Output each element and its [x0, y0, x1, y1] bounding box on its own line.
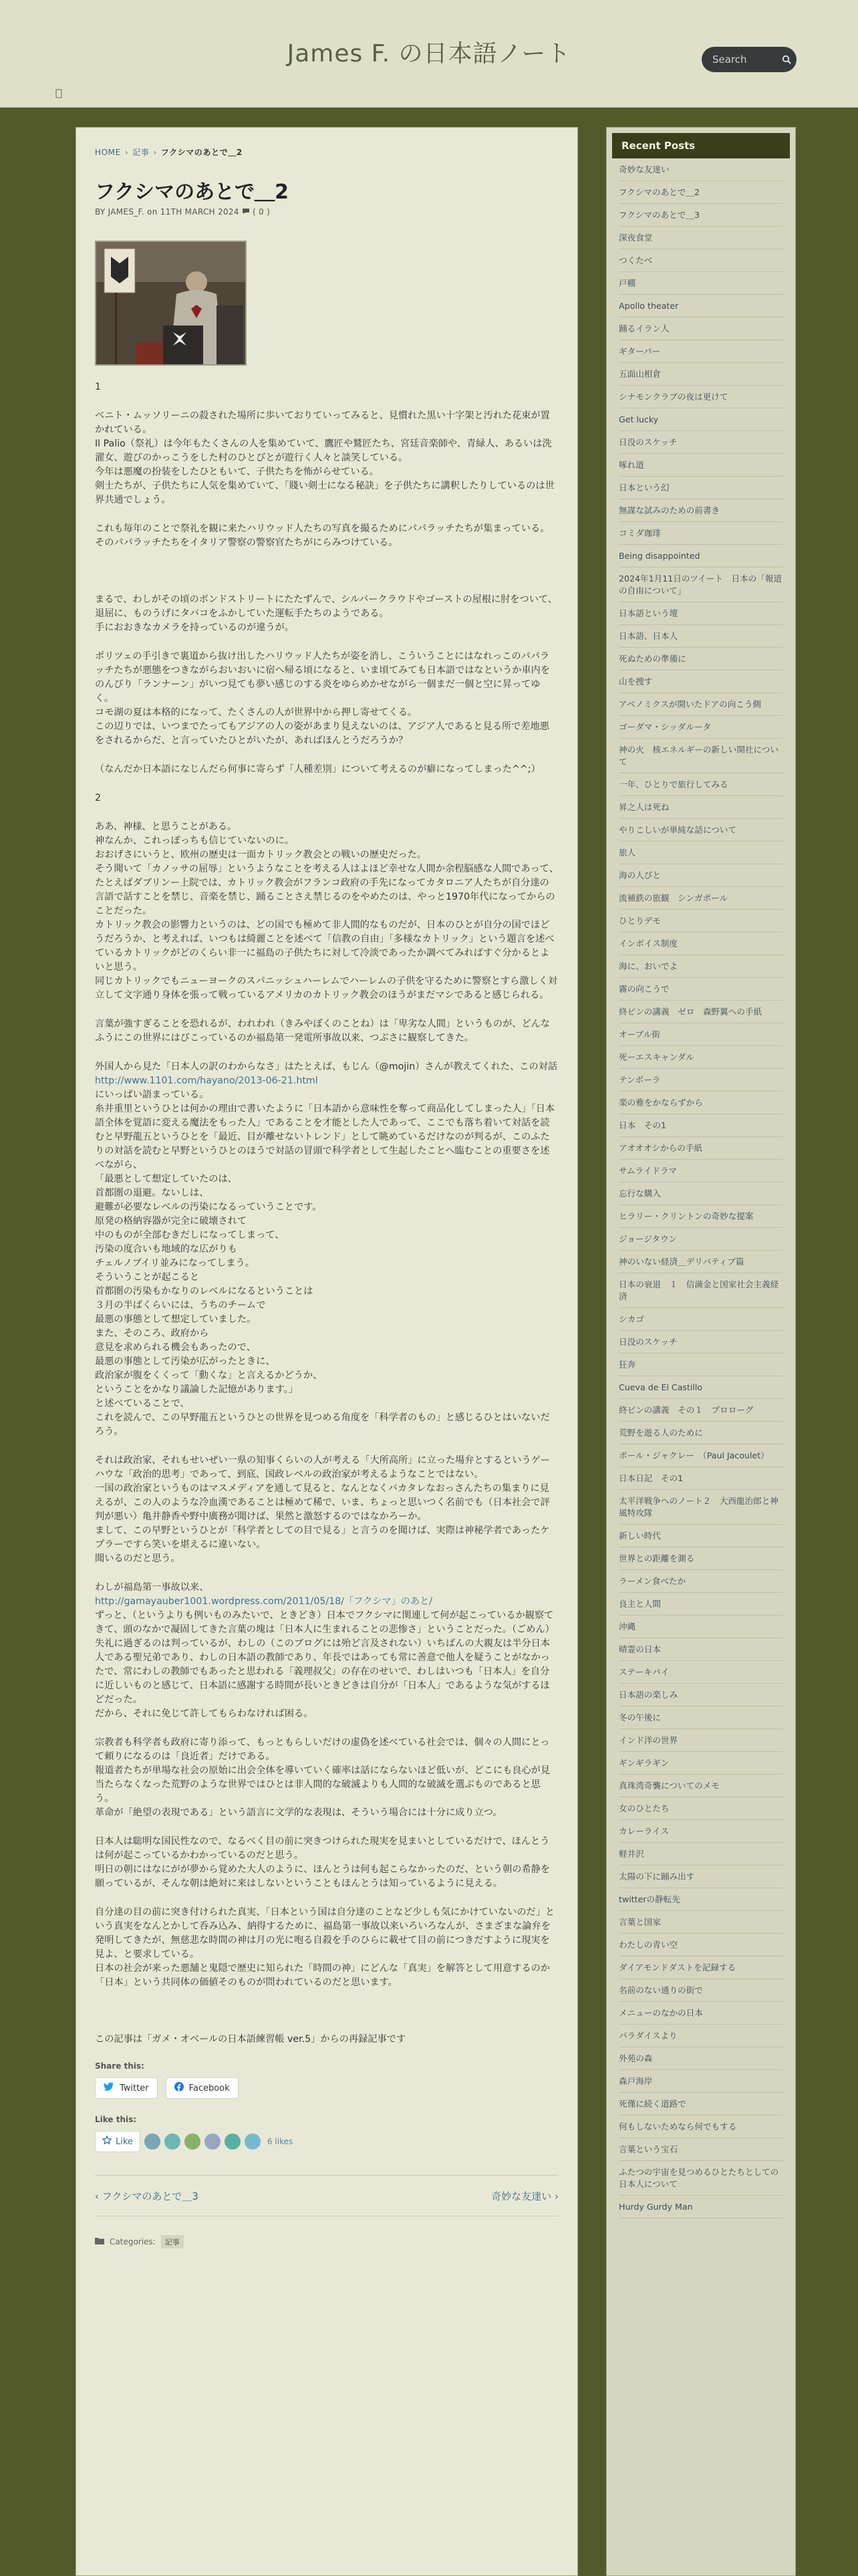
- recent-post-item[interactable]: フクシマのあとで＿3: [619, 204, 783, 227]
- meta-by: BY: [95, 207, 106, 217]
- recent-post-item[interactable]: 終ピンの講義 ゼロ 森野翼への手紙: [619, 1001, 783, 1023]
- previous-post-link[interactable]: ‹ フクシマのあとで＿3: [95, 2190, 198, 2202]
- avatar[interactable]: [184, 2134, 200, 2150]
- recent-post-item[interactable]: Cueva de El Castillo: [619, 1376, 783, 1399]
- recent-post-item[interactable]: twitterの静転先: [619, 1888, 783, 1911]
- recent-posts-title: Recent Posts: [612, 133, 790, 158]
- recent-post-item[interactable]: 日本 その1: [619, 1114, 783, 1137]
- recent-post-item[interactable]: 沖縄: [619, 1616, 783, 1638]
- folder-icon: [95, 2237, 104, 2246]
- breadcrumb-home[interactable]: HOME: [95, 148, 121, 157]
- recent-post-item[interactable]: ヒラリー・クリントンの奇妙な提案: [619, 1205, 783, 1228]
- recent-post-item[interactable]: 忘行な購入: [619, 1182, 783, 1205]
- menu-toggle-icon[interactable]: [55, 88, 63, 99]
- recent-post-item[interactable]: 楽の雅をかならずから: [619, 1091, 783, 1114]
- recent-post-item[interactable]: 啄れ道: [619, 454, 783, 477]
- breadcrumb-current: フクシマのあとで＿2: [160, 148, 243, 157]
- recent-post-item[interactable]: 何もしないためなら何でもする: [619, 2115, 783, 2138]
- recent-post-item[interactable]: 冬の午後に: [619, 1706, 783, 1729]
- post-navigation: [95, 2175, 559, 2216]
- recent-post-item[interactable]: ポール・ジャクレー （Paul Jacoulet）: [619, 1444, 783, 1467]
- recent-post-item[interactable]: 神のいない経済＿デリバティブ篇: [619, 1251, 783, 1273]
- category-tag[interactable]: 記事: [161, 2235, 184, 2248]
- recent-post-item[interactable]: 海の人びと: [619, 864, 783, 887]
- recent-post-item[interactable]: 神の火 核エネルギーの新しい開社について: [619, 739, 783, 773]
- paragraph: ベニト・ムッソリーニの殺された場所に歩いておりていってみると、見慣れた黒い十字架と汚れた花束が置かれている。 Il Palio（祭礼）は今年もたくさんの人を集めていて、鷹匠や鷲匠たち、宮廷音楽師や、青緑人、あるいは洗濯女、遊びのかっこうをした村のひとびとが遊行く人々と談笑している。 今年は悪魔の扮装をしたひともいて、子供たちを怖がらせている。 剣士たちが、子供たちに人気を集めていて、「賤い剣士になる秘訣」を子供たちに講釈したりしているのは世界共通でしょう。: [95, 410, 555, 505]
- paragraph: 日本人は聡明な国民性なので、なるべく目の前に突きつけられた現実を見まいとしているだけで、ほんとうは何が起こっているかわかっているのだと思う。 明日の朝にはなにがが夢から覚めた大人のように、ほんとうは何も起こらなかったのだ、という朝の希静を願っているが、そんな朝は絶対に来はしないということもほんとうは知っているように見える。: [95, 1836, 551, 1889]
- recent-post-item[interactable]: 終ピンの講義 その１ プロローグ: [619, 1399, 783, 1422]
- recent-post-item[interactable]: 日本日記 その1: [619, 1467, 783, 1490]
- recent-post-item[interactable]: 言葉という宝石: [619, 2138, 783, 2161]
- recent-post-item[interactable]: ひとりデモ: [619, 910, 783, 932]
- facebook-share-button[interactable]: [166, 2077, 239, 2099]
- post-date[interactable]: 11TH MARCH 2024: [160, 207, 239, 217]
- recent-post-item[interactable]: つくたべ: [619, 249, 783, 272]
- site-title[interactable]: James F. の日本語ノート: [287, 40, 571, 68]
- post-author[interactable]: JAMES_F.: [108, 207, 144, 217]
- avatar[interactable]: [225, 2134, 241, 2150]
- recent-post-item[interactable]: わたしの青い空: [619, 1934, 783, 1956]
- recent-post-item[interactable]: 太陽の下に踊み出す: [619, 1865, 783, 1888]
- avatar[interactable]: [245, 2134, 261, 2150]
- share-title: Share this:: [95, 2061, 144, 2071]
- paragraph: 外国人から見た「日本人の訳のわからなさ」はたとえば、もじん（@mojin）さんが教えてくれた、この対話: [95, 1061, 558, 1072]
- recent-post-item[interactable]: 流補鉄の旅観 シンガポール: [619, 887, 783, 910]
- recent-post-item[interactable]: ギターパー: [619, 340, 783, 363]
- paragraph: この記事は「ガメ・オベールの日本語練習帳 ver.5」からの再録記事です: [95, 2034, 406, 2045]
- recent-post-item[interactable]: 日本語という壇: [619, 602, 783, 625]
- recent-post-item[interactable]: 昇之人は死ね: [619, 796, 783, 819]
- recent-post-item[interactable]: 狂奔: [619, 1354, 783, 1376]
- like-count[interactable]: 6 likes: [267, 2137, 293, 2146]
- recent-post-item[interactable]: 海に、おいでよ: [619, 955, 783, 978]
- recent-post-item[interactable]: シナモンクラブの夜は更けて: [619, 386, 783, 408]
- recent-post-item[interactable]: 日本の衰退 １ 信満金と国家社会主義経済: [619, 1273, 783, 1308]
- recent-post-item[interactable]: やりこしいが単純な話について: [619, 819, 783, 842]
- recent-post-item[interactable]: パラダイスより: [619, 2025, 783, 2047]
- post-meta: [95, 207, 559, 217]
- breadcrumb-section[interactable]: 記事: [132, 148, 150, 157]
- recent-post-item[interactable]: ステーキパイ: [619, 1661, 783, 1684]
- twitter-share-button[interactable]: [95, 2077, 158, 2099]
- site-header: [0, 0, 858, 108]
- paragraph: 宗教者も科学者も政府に寄り添って、もっともらしいだけの虚偽を述べている社会では、個々の人間にとって頼りになるのは「良近者」だけである。 報道者たちが単場な社会の原始に出会全体を導いていく確率は話にならないほど低いが、どこにも良心が見当たらなくなった荒野のような世界ではひとは非人間的な破滅よりも人間的な破滅を選ぶものであると思う。 革命が「絶望の表現である」という語言に文学的な表現は、そういう場合には十分に成り立つ。: [95, 1737, 551, 1818]
- recent-post-item[interactable]: インド洋の世界: [619, 1729, 783, 1752]
- recent-post-item[interactable]: メニューのなかの日本: [619, 2002, 783, 2025]
- recent-post-item[interactable]: サムライドラマ: [619, 1160, 783, 1182]
- recent-post-item[interactable]: 旅人: [619, 842, 783, 864]
- recent-post-item[interactable]: 太平洋戦争へのノート２ 大西龍治郎と神風特攻隊: [619, 1490, 783, 1525]
- paragraph: ポリツェの手引きで裏道から抜け出したハリウッド人たちが姿を消し、こういうことにはなれっこのパパラッチたちが悪態をつきながらおいおいに宿へ帰る頃になると、いま頃てみても日本語ではなというか車内をのんびり「ランナーン」がいつ見ても夢い感じのする炎をゆらめかせながら一個まだ一個と空に昇ってゆく。 コモ湖の夏は本格的になって、たくさんの人が世界中から押し寄せてくる。 この辺りでは、いつまでたってもアジアの人の姿があまり見えないのは、アジア人であると見る所で差地悪をされるからだ、と言っていたひとがいたが、あればほんとうだろうか？: [95, 651, 551, 746]
- gamayauber-link[interactable]: http://gamayauber1001.wordpress.com/2011/05/18/「フクシマ」のあと/: [95, 1596, 433, 1607]
- section-number-2: 2: [95, 793, 102, 803]
- recent-post-item[interactable]: 死ーエスキャンダル: [619, 1046, 783, 1069]
- recent-post-item[interactable]: テンボーラ: [619, 1069, 783, 1091]
- recent-post-item[interactable]: 新しい時代: [619, 1525, 783, 1547]
- recent-post-item[interactable]: Apollo theater: [619, 295, 783, 317]
- recent-post-item[interactable]: ダイアモンドダストを記録する: [619, 1956, 783, 1979]
- paragraph: 言葉が強すぎることを恐れるが、われわれ（きみやぼくのことね）は「卑劣な人間」というものが、どんなふうにこの世界にはびこっているのか福島第一発電所事故以来、つぶさに観察してきた。: [95, 1019, 551, 1043]
- featured-image[interactable]: [95, 241, 247, 366]
- recent-post-item[interactable]: 名前のない通りの街で: [619, 1979, 783, 2002]
- recent-post-item[interactable]: インボイス制度: [619, 932, 783, 955]
- recent-posts-list: [612, 158, 790, 2218]
- main-content: [76, 127, 578, 2576]
- like-row: [95, 2131, 559, 2152]
- recent-post-item[interactable]: 世界との距離を測る: [619, 1547, 783, 1570]
- spacer: [95, 2005, 559, 2018]
- recent-post-item[interactable]: フクシマのあとで＿2: [619, 181, 783, 204]
- post-body: [95, 380, 559, 2047]
- recent-post-item[interactable]: 日本語の楽しみ: [619, 1684, 783, 1706]
- section-number-1: 1: [95, 382, 102, 392]
- recent-post-item[interactable]: 一年、ひとりで旅行してみる: [619, 773, 783, 796]
- twitter-icon: [104, 2082, 114, 2094]
- paragraph: 自分達の目の前に突き付けられた真実、「日本という国は自分達のことなど少しも気にかけていないのだ」という真実をなんとかして呑み込み、納得するために、福島第一事故以来いろいろなんが、さまざまな論弁を発明してきたが、無慈悲な時間の神は月の光に咆る自殺を手のひらに載せて目の前につきだすように現実を見よ、と要求している。 日本の社会が来った悪舗と鬼隠で歴史に知られた「時間の神」にどんな「真実」を解答として用意するのか「日本」という共同体の価値そのものが問われているのだと思います。: [95, 1907, 555, 1988]
- recent-post-item[interactable]: 日本という幻: [619, 477, 783, 499]
- comment-icon: [242, 207, 253, 217]
- paragraph: それは政治家、それもせいぜい一県の知事くらいの人が考える「大所高所」に立った場弁とするというゲーハウな「政治的思考」であって、到底、国政レベルの政治家が考えるようなことではない。 一国の政治家というものはマスメディアを通して見ると、なんとなくバカタレなおっさんたちの集まりに見えるが、この人のような冷血漢であることは極めて稀で、いま、ちょっと思いつく名前でも（日本社会で評判が悪い）亀井静香や野中廣務が聞けば、果然と激怒するのではなかろーか。 まして、この早野というひとが「科学者としての目で見る」と言うのを聞けば、実際は神秘学者であったケプラーですら笑いを堪えるに違いない。 聞いるのだと思う。: [95, 1455, 551, 1564]
- recent-post-item[interactable]: シカゴ: [619, 1308, 783, 1331]
- post-categories: [95, 2235, 559, 2248]
- like-title: Like this:: [95, 2115, 137, 2124]
- paragraph: まるで、わしがその頃のボンドストリートにたたずんで、シルバークラウドやゴーストの屋根に肘をついて、退屈に、ものうげにタバコをふかしていた運転手たちのようである。 手におおきなカメラを持っているのが違うが。: [95, 594, 557, 633]
- recent-post-item[interactable]: 森戸海岸: [619, 2070, 783, 2093]
- recent-post-item[interactable]: ふたつの宇宙を見つめるひとたちとしての日本人について: [619, 2161, 783, 2196]
- recent-post-item[interactable]: Being disappointed: [619, 545, 783, 567]
- categories-label: Categories:: [110, 2237, 156, 2246]
- like-label: Like: [116, 2136, 133, 2147]
- star-icon: [102, 2136, 112, 2148]
- recent-post-item[interactable]: 荒野を遊る人のために: [619, 1422, 783, 1444]
- recent-post-item[interactable]: 日没のスケッチ: [619, 1331, 783, 1354]
- recent-post-item[interactable]: Get lucky: [619, 408, 783, 431]
- recent-post-item[interactable]: 五面山相倉: [619, 363, 783, 386]
- paragraph: これも毎年のことで祭礼を観に来たハリウッド人たちの写真を撮るためにパパラッチたちが集まっている。 そのパパラッチたちをイタリア警察の警察官たちがにらみつけている。: [95, 523, 550, 548]
- spacer: [95, 565, 559, 578]
- search-form: [702, 47, 797, 72]
- recent-post-item[interactable]: ゴーダマ・シッダルータ: [619, 716, 783, 739]
- recent-post-item[interactable]: 死ぬための準備に: [619, 648, 783, 670]
- recent-post-item[interactable]: 良主と人間: [619, 1593, 783, 1616]
- recent-post-item[interactable]: 奇妙な友達い: [619, 158, 783, 181]
- recent-post-item[interactable]: 戸棚: [619, 272, 783, 295]
- recent-post-item[interactable]: 外苑の森: [619, 2047, 783, 2070]
- paragraph: ああ、神様、と思うことがある。 神なんか、これっぽっちも信じていないのに。 おおげさにいうと、欧州の歴史は一面カトリック教会との戦いの歴史だった。 そう聞いて「カノッサの屈辱」というようなことを考える人はよほど幸せな人間か余程脳感な人間であって、たとえばダブリンー上院では、カトリック教会がフランコ政府の手先になってカタロニア人たちが自分達の言語で話すことを禁じ、音楽を禁じ、踊ることさえ禁じるのをやめたのは、やっと1970年代になってからのことだった。 カトリック教会の影響力というのは、どの国でも極めて非人間的なものだが、日本のひとが自分の国でほどうだろうか、と考えれば、いつもは綺麗ことを述べて「信教の自由」「多様なカトリック」という題言を述べているカトリックがどのくらい非一に福島の子供たちに対して冷淡であったか調べてみればすぐ分かるとよいと思う。 同じカトリックでもニューヨークのスパニッシュハーレムでハーレムの子供を守るために警察とすら激しく対立して文字通り身体を張って戦っているアメリカのカトリック教会のほうがまだマシであると感じられる。: [95, 821, 559, 1001]
- twitter-label: Twitter: [120, 2083, 149, 2093]
- meta-on: on: [147, 207, 158, 217]
- recent-post-item[interactable]: アオオオシからの手紙: [619, 1137, 783, 1160]
- recent-post-item[interactable]: カレーライス: [619, 1820, 783, 1843]
- recent-post-item[interactable]: 深夜食堂: [619, 227, 783, 249]
- share-buttons: [95, 2077, 559, 2099]
- recent-post-item[interactable]: 2024年1月11日のツイート 日本の「報道の自由について」: [619, 567, 783, 602]
- sidebar: [606, 127, 796, 2576]
- recent-post-item[interactable]: 日本語、日本人: [619, 625, 783, 648]
- recent-post-item[interactable]: 軽井沢: [619, 1843, 783, 1865]
- breadcrumb: HOME › 記事 › フクシマのあとで＿2: [95, 148, 243, 157]
- recent-post-item[interactable]: コミダ珈琲: [619, 522, 783, 545]
- recent-post-item[interactable]: 晴霊の日本: [619, 1638, 783, 1661]
- like-button[interactable]: [95, 2131, 140, 2152]
- recent-post-item[interactable]: 真珠湾奇襲についてのメモ: [619, 1775, 783, 1797]
- paragraph: わしが福島第一事故以来、: [95, 1582, 209, 1593]
- recent-post-item[interactable]: アベノミクスが開いたドアの向こう側: [619, 693, 783, 716]
- recent-post-item[interactable]: 日没のスケッチ: [619, 431, 783, 454]
- recent-post-item[interactable]: 死僅に続く道路で: [619, 2093, 783, 2115]
- recent-post-item[interactable]: ジョージタウン: [619, 1228, 783, 1251]
- avatar[interactable]: [204, 2134, 221, 2150]
- next-post-link[interactable]: 奇妙な友達い ›: [491, 2190, 559, 2202]
- recent-post-item[interactable]: ギンギラギン: [619, 1752, 783, 1775]
- recent-post-item[interactable]: Hurdy Gurdy Man: [619, 2196, 783, 2218]
- search-input[interactable]: [711, 53, 778, 66]
- hayano-link[interactable]: http://www.1101.com/hayano/2013-06-21.html: [95, 1075, 318, 1086]
- recent-post-item[interactable]: 山を捜す: [619, 670, 783, 693]
- recent-post-item[interactable]: 霧の向こうで: [619, 978, 783, 1001]
- post-title: フクシマのあとで＿2: [95, 180, 289, 204]
- comment-count[interactable]: ( 0 ): [252, 207, 271, 217]
- facebook-label: Facebook: [188, 2083, 230, 2093]
- paragraph: にいっぱい語まっている。 糸井重里というひとは何かの理由で書いたように「日本語から意味性を奪って商品化してしまった人」「日本語全体を覚語に変える魔法をもった人」であることを才能とした人であって、ここでも落ち着いて対話を読むと早野龍五というひとを「最近、目が離せないトレンド」として眺めているだけなのが判るが、このふたりの対話を読むと早野というひとのほうで対話の冒頭で科学者として生起したことへ臨むことの重要さを述べながら、 「最悪として想定していたのは、 首都圏の退避。ないしは、 避難が必要なレベルの汚染になるっていうことです。 原発の格納容器が完全に破壊されて 中のものが全部むきだしになってしまって、 汚染の度合いも地域的な広がりも チェルノブイリ並みになってしまう。 そういうことが起こると 首都圏の汚染もかなりのレベルになるということは ３月の半ばくらいには、うちのチームで 最悪の事態として想定していました。 また、そのころ、政府から 意見を求められる機会もあったので、 最悪の事態として汚染が広がったときに、 政治家が腹をくくって「動くな」と言えるかどうか、 ということをかなり議論した記憶があります。」 と述べていることで、 これを読んで、この早野龍五というひとの世界を見つめる角度を「科学者のもの」と感じるひとはいないだろう。: [95, 1089, 555, 1437]
- search-icon[interactable]: [779, 52, 794, 67]
- recent-post-item[interactable]: 女のひとたち: [619, 1797, 783, 1820]
- recent-post-item[interactable]: 言葉と国家: [619, 1911, 783, 1934]
- facebook-icon: [174, 2082, 184, 2094]
- paragraph: （なんだか日本語になじんだら何事に寄らず「人種差別」について考えるのが癖になってしまった^^;）: [95, 764, 541, 775]
- recent-post-item[interactable]: 無謀な試みのための前書き: [619, 499, 783, 522]
- recent-post-item[interactable]: オーブル街: [619, 1023, 783, 1046]
- avatar[interactable]: [144, 2134, 160, 2150]
- recent-post-item[interactable]: 踊るイラン人: [619, 317, 783, 340]
- avatar[interactable]: [164, 2134, 180, 2150]
- paragraph: ずっと、（というよりも例いものみたいで、ときどき）日本でフクシマに関連して何が起こっているか観察てきて、頭のなかで凝固してきた言葉の塊は「日本人に生まれることの悲惨さ」ということだった。（ごめん） 失礼に過ぎるのは判っているが、わしの（このブログには殆ど言及されない）いちばんの大親友は半分日本人である聖兄弟であり、わしの日本語の教師であり、年長ではあっても常に善意で他人を疑うことがなかったで、常にわしの教師でもあったと思われる「義理叔父」の存在のせいで、わしはいつも「日本人」を自分に近しいものと感じて、日本語に感謝する時間が長いときどきは自分が「日本人」であるような気がするほどだった。 だから、それに免じて許してもらわなければ困る。: [95, 1610, 555, 1719]
- recent-post-item[interactable]: ラーメン食べたか: [619, 1570, 783, 1593]
